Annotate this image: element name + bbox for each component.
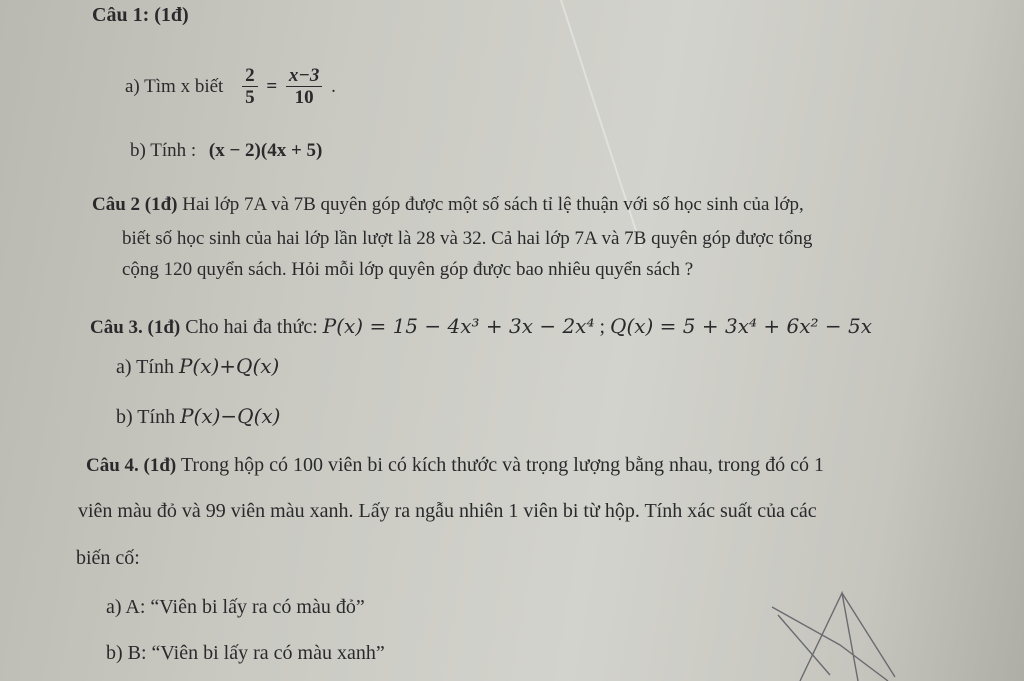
q4-a: a) A: “Viên bi lấy ra có màu đỏ”: [106, 596, 365, 618]
q4-heading: Câu 4. (1đ): [86, 455, 177, 476]
q1-a: [125, 66, 336, 109]
q4-text-2: viên màu đỏ và 99 viên màu xanh. Lấy ra ngẫu nhiên 1 viên bi từ hộp. Tính xác suất của các: [78, 500, 817, 522]
q1-a-frac2-num: x−3: [286, 66, 323, 87]
q1-a-equals: =: [266, 75, 278, 97]
q3-a-label: a) Tính: [116, 356, 174, 378]
q3-a: [116, 354, 279, 379]
q4-b: b) B: “Viên bi lấy ra có màu xanh”: [106, 642, 385, 664]
q2-text-2: biết số học sinh của hai lớp lần lượt là 28 và 32. Cả hai lớp 7A và 7B quyên góp được tổng: [122, 228, 813, 249]
q3-intro: Cho hai đa thức:: [185, 316, 318, 338]
q1-a-end: .: [331, 75, 336, 97]
q2-heading: Câu 2 (1đ): [92, 194, 178, 215]
q2-line1: [92, 194, 804, 216]
q3-heading: Câu 3. (1đ): [90, 317, 181, 338]
q1-b: [130, 140, 322, 162]
q2-text-1: Hai lớp 7A và 7B quyên góp được một số sách tỉ lệ thuận với số học sinh của lớp,: [182, 194, 804, 215]
q1-heading: Câu 1: (1đ): [92, 4, 189, 26]
q1-b-expr: (x − 2)(4x + 5): [208, 140, 323, 161]
q3-separator: ;: [599, 316, 606, 338]
q3-poly-p: P(x) = 15 − 4x³ + 3x − 2x⁴: [322, 314, 595, 338]
q1-b-label: b) Tính :: [130, 140, 197, 161]
q1-a-frac1-den: 5: [245, 87, 255, 108]
q3-line1: [90, 314, 872, 339]
q3-b-expr: P(x)−Q(x): [180, 404, 281, 428]
q4-text-3: biến cố:: [76, 547, 140, 569]
pencil-scribble: [770, 585, 910, 681]
q3-b-label: b) Tính: [116, 406, 176, 428]
q1-a-frac1-num: 2: [242, 66, 258, 87]
q4-line1: [86, 454, 824, 477]
q1-a-label: a) Tìm x biết: [125, 75, 224, 97]
q3-poly-q: Q(x) = 5 + 3x⁴ + 6x² − 5x: [610, 314, 872, 338]
q1-a-frac2-den: 10: [294, 87, 314, 108]
q4-text-1: Trong hộp có 100 viên bi có kích thước và trọng lượng bằng nhau, trong đó có 1: [180, 454, 825, 476]
q1-a-fraction-left: [242, 66, 258, 109]
q1-a-fraction-right: [286, 66, 323, 109]
q3-b: [116, 404, 280, 429]
q2-text-3: cộng 120 quyển sách. Hỏi mỗi lớp quyên góp được bao nhiêu quyển sách ?: [122, 259, 694, 280]
q3-a-expr: P(x)+Q(x): [178, 354, 280, 378]
